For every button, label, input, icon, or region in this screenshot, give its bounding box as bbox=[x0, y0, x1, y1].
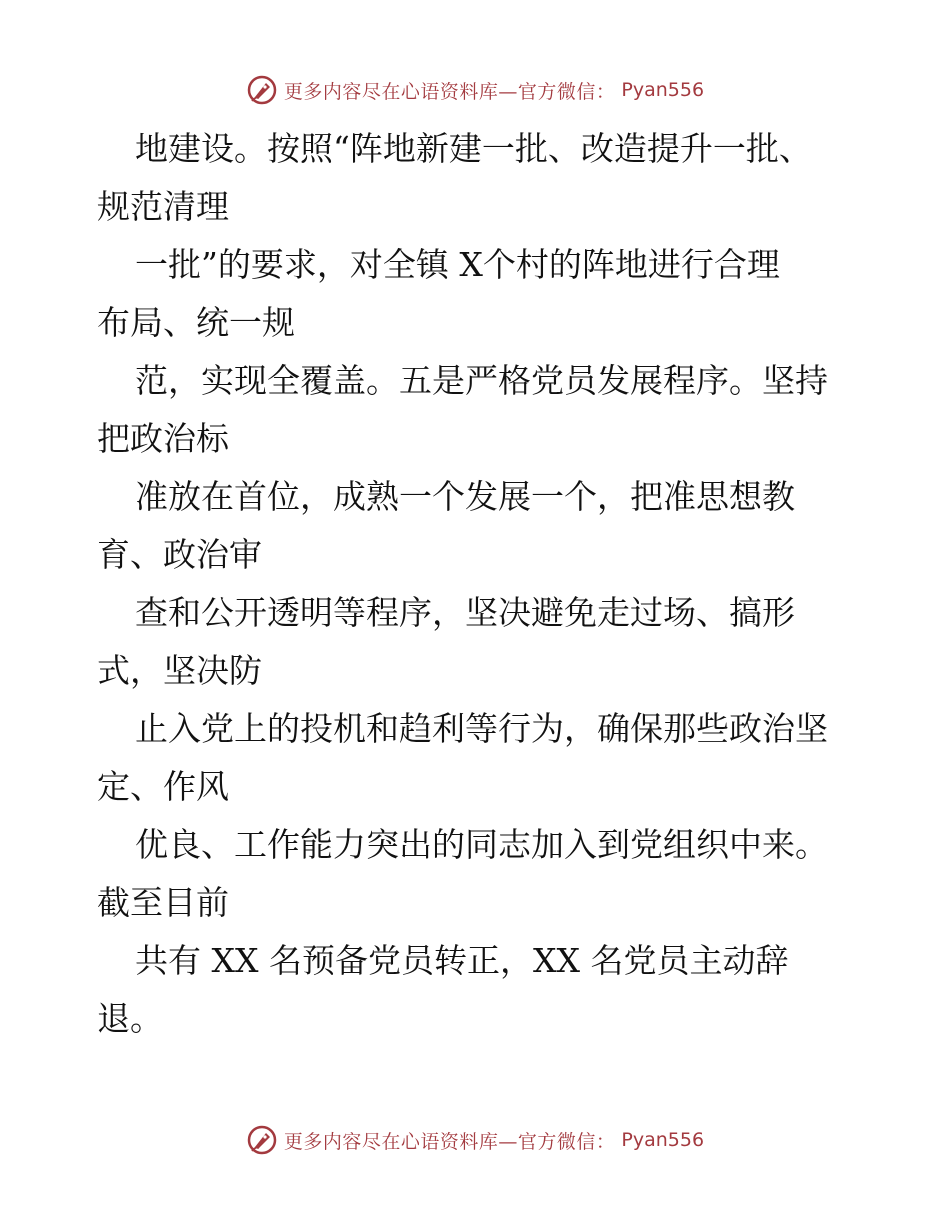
footer-banner-inner bbox=[246, 1124, 704, 1156]
body-line: 把政治标 bbox=[97, 419, 229, 458]
header-banner bbox=[0, 68, 950, 112]
footer-banner-text: 更多内容尽在心语资料库—官方微信： bbox=[283, 1130, 616, 1153]
footer-wechat-id: Pyan556 bbox=[621, 1129, 705, 1151]
pen-nib-logo-icon bbox=[246, 1124, 278, 1156]
body-line: 准放在首位，成熟一个发展一个，把准思想教 bbox=[135, 477, 795, 516]
body-line: 截至目前 bbox=[97, 883, 229, 922]
document-body bbox=[97, 120, 867, 1048]
header-banner-text: 更多内容尽在心语资料库—官方微信： bbox=[283, 80, 616, 103]
body-line: 止入党上的投机和趋利等行为，确保那些政治坚 bbox=[135, 709, 828, 748]
body-line: 式，坚决防 bbox=[97, 651, 262, 690]
body-line: 一批”的要求，对全镇 X个村的阵地进行合理 bbox=[135, 245, 780, 284]
body-line: 退。 bbox=[97, 999, 163, 1038]
header-banner-inner bbox=[246, 74, 704, 106]
body-line: 查和公开透明等程序，坚决避免走过场、搞形 bbox=[135, 593, 795, 632]
body-line: 定、作风 bbox=[97, 767, 229, 806]
body-line: 规范清理 bbox=[97, 187, 229, 226]
header-wechat-id: Pyan556 bbox=[621, 79, 705, 101]
body-line: 共有 XX 名预备党员转正，XX 名党员主动辞 bbox=[135, 941, 789, 980]
body-line: 优良、工作能力突出的同志加入到党组织中来。 bbox=[135, 825, 828, 864]
body-line: 育、政治审 bbox=[97, 535, 262, 574]
footer-banner bbox=[0, 1118, 950, 1162]
body-line: 布局、统一规 bbox=[97, 303, 295, 342]
body-line: 地建设。按照“阵地新建一批、改造提升一批、 bbox=[135, 129, 812, 168]
pen-nib-logo-icon bbox=[246, 74, 278, 106]
body-line: 范，实现全覆盖。五是严格党员发展程序。坚持 bbox=[135, 361, 828, 400]
